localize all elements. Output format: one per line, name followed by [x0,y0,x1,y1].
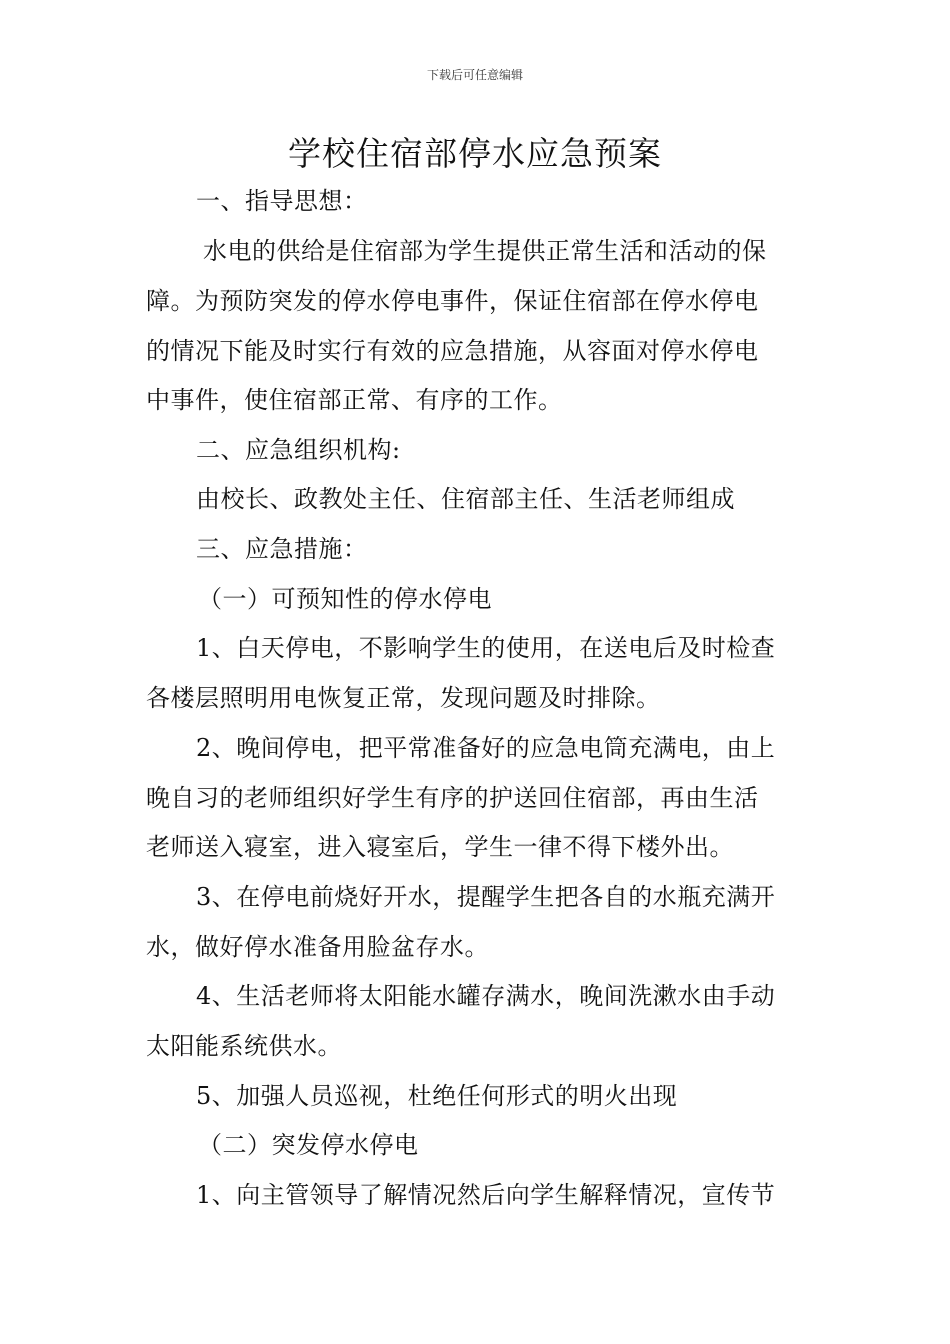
paragraph-line: 5、加强人员巡视，杜绝任何形式的明火出现 [196,1082,678,1110]
section-heading-measures: 三、应急措施： [196,535,368,563]
paragraph-line: 2、晚间停电，把平常准备好的应急电筒充满电，由上 [196,734,776,762]
paragraph-line: 1、白天停电，不影响学生的使用，在送电后及时检查 [196,634,776,662]
paragraph-line: 障。为预防突发的停水停电事件，保证住宿部在停水停电 [146,287,759,315]
section-heading-guiding-thought: 一、指导思想： [196,187,368,215]
paragraph-line: 晚自习的老师组织好学生有序的护送回住宿部，再由生活 [146,784,759,812]
subsection-heading-planned: （一）可预知性的停水停电 [198,585,492,613]
header-note: 下载后可任意编辑 [426,68,523,82]
paragraph-line: 的情况下能及时实行有效的应急措施，从容面对停水停电 [146,337,759,365]
paragraph-line: 老师送入寝室，进入寝室后，学生一律不得下楼外出。 [146,833,734,861]
document-title: 学校住宿部停水应急预案 [288,134,662,173]
paragraph-line: 水电的供给是住宿部为学生提供正常生活和活动的保 [203,237,767,265]
paragraph-line: 4、生活老师将太阳能水罐存满水，晚间洗漱水由手动 [196,982,776,1010]
paragraph-line: 水，做好停水准备用脸盆存水。 [146,933,489,961]
paragraph-line: 各楼层照明用电恢复正常，发现问题及时排除。 [146,684,661,712]
paragraph-line: 3、在停电前烧好开水，提醒学生把各自的水瓶充满开 [196,883,776,911]
paragraph-line: 太阳能系统供水。 [146,1032,342,1060]
section-heading-organization: 二、应急组织机构: [196,436,401,464]
subsection-heading-sudden: （二）突发停水停电 [198,1131,419,1159]
paragraph-line: 由校长、政教处主任、住宿部主任、生活老师组成 [196,485,735,513]
paragraph-line: 中事件，使住宿部正常、有序的工作。 [146,386,563,414]
paragraph-line: 1、向主管领导了解情况然后向学生解释情况，宣传节 [196,1181,776,1209]
